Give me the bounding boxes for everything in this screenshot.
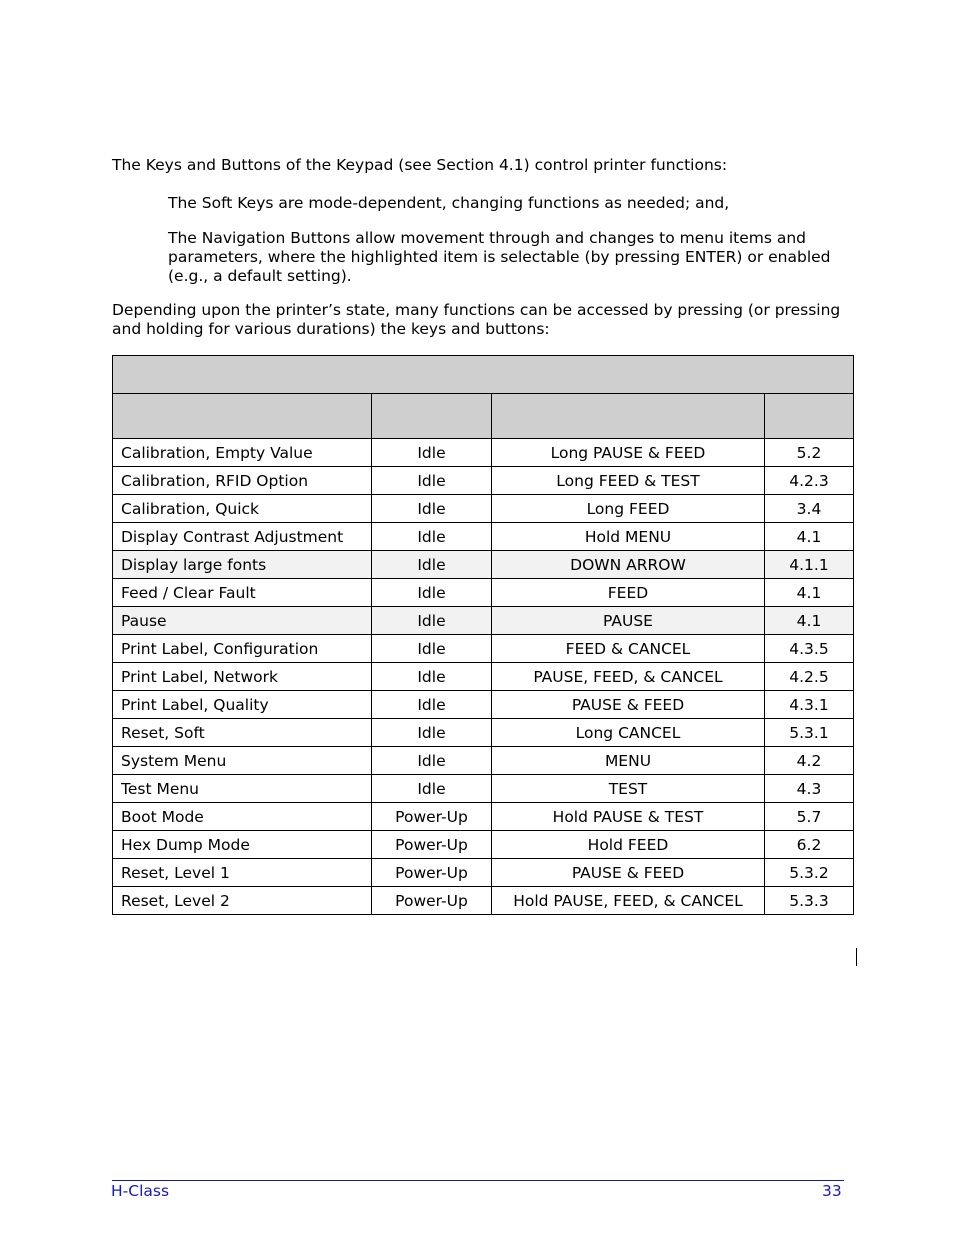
keys-cell: Long FEED & TEST <box>492 467 765 495</box>
mode-cell: Idle <box>372 467 492 495</box>
function-cell: Test Menu <box>113 775 372 803</box>
keys-cell: Long CANCEL <box>492 719 765 747</box>
keys-cell: Long PAUSE & FEED <box>492 439 765 467</box>
function-cell: Reset, Level 1 <box>113 859 372 887</box>
table-row <box>113 803 854 831</box>
mode-cell: Power-Up <box>372 831 492 859</box>
mode-cell: Idle <box>372 747 492 775</box>
keys-cell: PAUSE & FEED <box>492 691 765 719</box>
function-cell: Display large fonts <box>113 551 372 579</box>
table-row <box>113 439 854 467</box>
table-row <box>113 523 854 551</box>
table-row <box>113 859 854 887</box>
mode-cell: Idle <box>372 663 492 691</box>
mode-cell: Idle <box>372 439 492 467</box>
paragraph-keypad-functions: Depending upon the printer’s state, many functions can be accessed by pressing (or pressing and holding for various durations) the keys and buttons: <box>112 301 841 338</box>
section-cell: 6.2 <box>765 831 854 859</box>
intro-text: The Keys and Buttons of the Keypad (see Section 4.1) control printer functions: <box>112 156 728 174</box>
table-row <box>113 775 854 803</box>
mode-cell: Idle <box>372 607 492 635</box>
mode-cell: Idle <box>372 523 492 551</box>
function-cell: Boot Mode <box>113 803 372 831</box>
function-cell: Hex Dump Mode <box>113 831 372 859</box>
mode-cell: Idle <box>372 551 492 579</box>
table-row <box>113 607 854 635</box>
section-cell: 4.3.1 <box>765 691 854 719</box>
keys-cell: FEED <box>492 579 765 607</box>
section-cell: 4.2.3 <box>765 467 854 495</box>
keys-cell: Hold FEED <box>492 831 765 859</box>
footer-product-name: H-Class <box>111 1182 170 1200</box>
table-row <box>113 691 854 719</box>
function-cell: Calibration, Empty Value <box>113 439 372 467</box>
section-cell: 3.4 <box>765 495 854 523</box>
column-header-function <box>113 394 372 439</box>
mode-cell: Power-Up <box>372 859 492 887</box>
footer-rule <box>112 1180 844 1181</box>
mode-cell: Idle <box>372 691 492 719</box>
keys-cell: MENU <box>492 747 765 775</box>
function-cell: Reset, Level 2 <box>113 887 372 915</box>
change-bar <box>856 948 857 966</box>
section-cell: 5.2 <box>765 439 854 467</box>
table-row <box>113 635 854 663</box>
keys-cell: PAUSE, FEED, & CANCEL <box>492 663 765 691</box>
section-cell: 4.1 <box>765 523 854 551</box>
section-cell: 4.3 <box>765 775 854 803</box>
function-cell: Calibration, Quick <box>113 495 372 523</box>
function-cell: System Menu <box>113 747 372 775</box>
section-cell: 4.1 <box>765 607 854 635</box>
table-row <box>113 747 854 775</box>
table-row <box>113 663 854 691</box>
keys-cell: TEST <box>492 775 765 803</box>
keys-cell: DOWN ARROW <box>492 551 765 579</box>
table-row <box>113 579 854 607</box>
mode-cell: Idle <box>372 579 492 607</box>
keys-cell: FEED & CANCEL <box>492 635 765 663</box>
mode-cell: Power-Up <box>372 887 492 915</box>
mode-cell: Idle <box>372 495 492 523</box>
keys-cell: Long FEED <box>492 495 765 523</box>
function-cell: Print Label, Quality <box>113 691 372 719</box>
keypad-functions-table <box>112 355 854 915</box>
function-cell: Print Label, Network <box>113 663 372 691</box>
table-title <box>113 356 854 394</box>
function-cell: Feed / Clear Fault <box>113 579 372 607</box>
function-cell: Reset, Soft <box>113 719 372 747</box>
function-cell: Calibration, RFID Option <box>113 467 372 495</box>
section-cell: 5.3.3 <box>765 887 854 915</box>
keys-cell: Hold PAUSE, FEED, & CANCEL <box>492 887 765 915</box>
bullet-navigation-buttons: The Navigation Buttons allow movement through and changes to menu items and parameters, where the highlighted item is selectable (by pressing ENTER) or enabled (e.g., a default setting). <box>168 229 831 285</box>
keys-cell: Hold PAUSE & TEST <box>492 803 765 831</box>
column-header-mode <box>372 394 492 439</box>
section-cell: 5.3.1 <box>765 719 854 747</box>
section-cell: 4.1 <box>765 579 854 607</box>
table-row <box>113 831 854 859</box>
column-header-section <box>765 394 854 439</box>
table-body <box>113 439 854 915</box>
section-cell: 5.3.2 <box>765 859 854 887</box>
mode-cell: Idle <box>372 775 492 803</box>
section-cell: 4.2.5 <box>765 663 854 691</box>
keys-cell: PAUSE <box>492 607 765 635</box>
footer-page-number: 33 <box>822 1182 842 1200</box>
function-cell: Print Label, Configuration <box>113 635 372 663</box>
section-cell: 4.2 <box>765 747 854 775</box>
column-header-keys <box>492 394 765 439</box>
table-row <box>113 467 854 495</box>
mode-cell: Power-Up <box>372 803 492 831</box>
function-cell: Pause <box>113 607 372 635</box>
keys-cell: PAUSE & FEED <box>492 859 765 887</box>
section-cell: 4.3.5 <box>765 635 854 663</box>
table-row <box>113 495 854 523</box>
function-cell: Display Contrast Adjustment <box>113 523 372 551</box>
table-row <box>113 719 854 747</box>
section-cell: 4.1.1 <box>765 551 854 579</box>
mode-cell: Idle <box>372 635 492 663</box>
table-row <box>113 887 854 915</box>
section-cell: 5.7 <box>765 803 854 831</box>
keys-cell: Hold MENU <box>492 523 765 551</box>
table-row <box>113 551 854 579</box>
mode-cell: Idle <box>372 719 492 747</box>
bullet-soft-keys: The Soft Keys are mode-dependent, changing functions as needed; and, <box>168 194 730 212</box>
